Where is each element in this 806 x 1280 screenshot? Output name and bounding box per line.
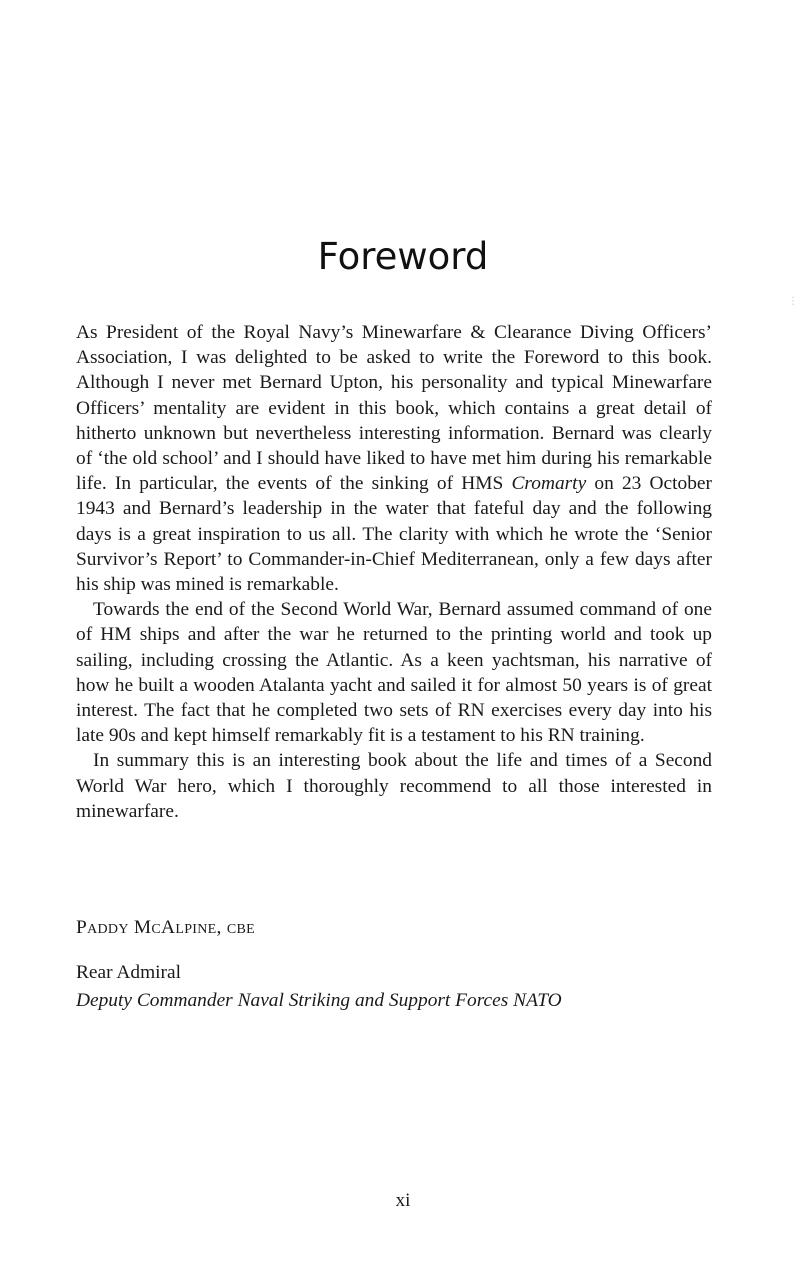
- page-title: Foreword: [317, 235, 489, 278]
- author-rank: Rear Admiral: [76, 962, 182, 983]
- paragraph-3: In summary this is an interesting book about the life and times of a Second World War hero, which I thoroughly recommend to all those interested in minewarfare.: [76, 750, 712, 822]
- foreword-body: [76, 320, 712, 824]
- paragraph-2: Towards the end of the Second World War, Bernard assumed command of one of HM ships and after the war he returned to the printing world and took up sailing, including crossing the Atlantic. As a keen yachtsman, his narrative of how he built a wooden Atalanta yacht and sailed it for almost 50 years is of great interest. The fact that he completed two sets of RN exercises every day into his late 90s and kept himself remarkably fit is a testament to his RN training.: [76, 599, 712, 747]
- scan-speck: ⋮: [788, 296, 798, 307]
- author-role: Deputy Commander Naval Striking and Support Forces NATO: [76, 990, 562, 1011]
- page-number: xi: [395, 1190, 411, 1211]
- paragraph-1: [76, 320, 712, 597]
- author-name: Paddy McAlpine, cbe: [76, 917, 255, 938]
- paragraph-1-text-start: As President of the Royal Navy’s Minewarfare & Clearance Diving Officers’ Association, I was delighted to be asked to write the Foreword to this book. Although I never met Bernard Upton, his personality and typical Minewarfare Officers’ mentality are evident in this book, which contains a great detail of hitherto unknown but nevertheless interesting information. Bernard was clearly of ‘the old school’ and I should have liked to have met him during his remarkable life. In particular, the events of the sinking of HMS: [76, 322, 712, 495]
- ship-name: Cromarty: [511, 473, 587, 495]
- paragraph-1-text-end: on 23 October 1943 and Bernard’s leadership in the water that fateful day and the following days is a great inspiration to us all. The clarity with which he wrote the ‘Senior Survivor’s Report’ to Commander-in-Chief Mediterranean, only a few days after his ship was mined is remarkable.: [76, 473, 712, 596]
